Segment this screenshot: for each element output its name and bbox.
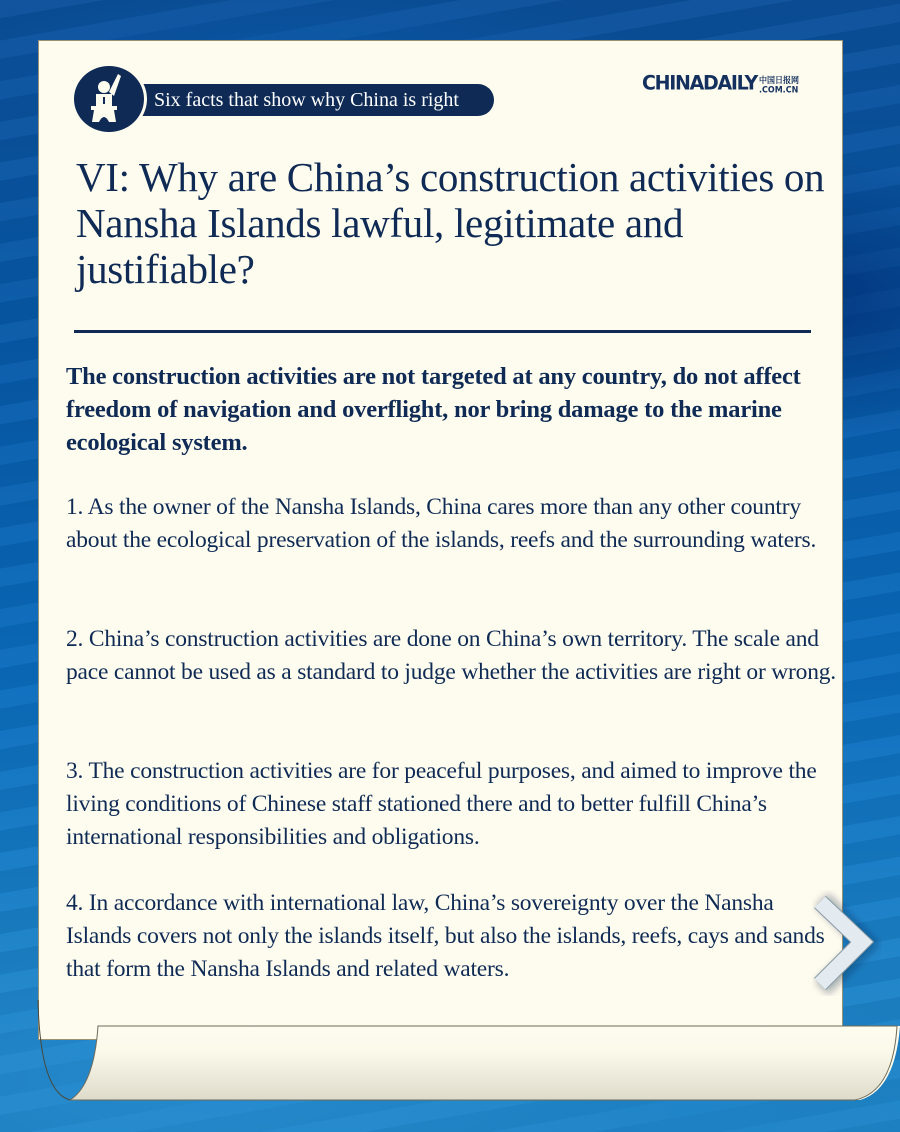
series-label: Six facts that show why China is right [140, 84, 494, 116]
chevron-right-icon [812, 890, 882, 996]
logo-cn: 中国日报网 [758, 75, 799, 86]
speaker-at-podium-icon [71, 63, 147, 135]
point-1: 1. As the owner of the Nansha Islands, China cares more than any other country about the ecological preservation of the islands, reefs and the surrounding waters. [66, 494, 817, 553]
point-2: 2. China’s construction activities are done on China’s own territory. The scale and pace cannot be used as a standard to judge whether the activities are right or wrong. [66, 626, 836, 685]
logo-domain: .COM.CN [758, 85, 799, 95]
logo-main: CHINADAILY [642, 71, 757, 95]
point-3: 3. The construction activities are for peaceful purposes, and aimed to improve the living conditions of Chinese staff stationed there and to better fulfill China’s international responsibilities and obligations. [66, 758, 817, 850]
next-slide-button[interactable] [812, 890, 882, 996]
page-title: VI: Why are China’s construction activities on Nansha Islands lawful, legitimate and justifiable? [76, 154, 825, 292]
lead-paragraph: The construction activities are not targeted at any country, do not affect freedom of navigation and overflight, nor bring damage to the marine ecological system. [66, 363, 801, 456]
chinadaily-logo [642, 71, 799, 94]
point-4: 4. In accordance with international law, China’s sovereignty over the Nansha Islands covers not only the islands itself, but also the islands, reefs, cays and sands that form the Nansha Islands and related waters. [66, 890, 825, 982]
title-divider [74, 330, 811, 333]
